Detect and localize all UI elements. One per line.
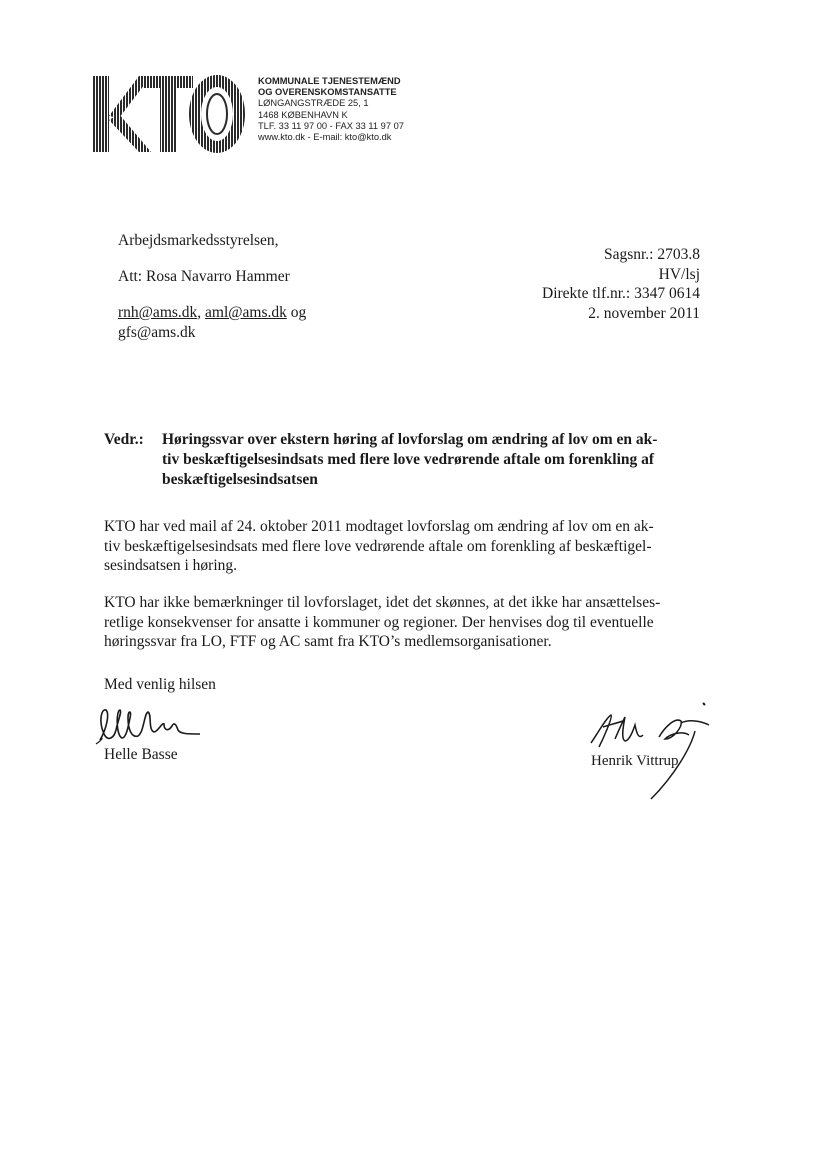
recipient-emails	[118, 303, 306, 323]
org-name-line2: OG OVERENSKOMSTANSATTE	[258, 87, 397, 98]
email-separator: ,	[197, 304, 202, 321]
para1-line1: KTO har ved mail af 24. oktober 2011 modtaget lovforslag om ændring af lov om en ak-	[104, 518, 654, 535]
direct-phone: Direkte tlf.nr.: 3347 0614	[542, 285, 700, 302]
email-conjunction: og	[290, 304, 307, 321]
reference-block	[542, 245, 700, 323]
para1-line3: sesindsatsen i høring.	[104, 557, 238, 574]
initials: HV/lsj	[658, 265, 700, 283]
signer-1-name: Helle Basse	[104, 746, 178, 763]
signature-henrik-vittrup	[585, 695, 725, 805]
email-link-aml[interactable]: aml@ams.dk	[205, 304, 287, 321]
para1-line2: tiv beskæftigelsesindsats med flere love vedrørende aftale om forenkling af beskæftigel-	[104, 537, 652, 555]
org-name-line1: KOMMUNALE TJENESTEMÆND	[258, 76, 401, 86]
recipient-organization: Arbejdsmarkedsstyrelsen,	[118, 232, 279, 249]
subject-line1: Høringssvar over ekstern høring af lovforslag om ændring af lov om en ak-	[162, 431, 658, 448]
subject-label: Vedr.:	[104, 431, 144, 448]
subject-line2: tiv beskæftigelsesindsats med flere love vedrørende aftale om forenkling af	[162, 451, 655, 468]
address-line1: LØNGANGSTRÆDE 25, 1	[258, 98, 369, 109]
body-paragraph-1	[104, 517, 694, 576]
email-gfs: gfs@ams.dk	[118, 324, 196, 341]
closing-greeting: Med venlig hilsen	[104, 676, 216, 693]
recipient-block	[118, 231, 306, 343]
web-email: www.kto.dk - E-mail: kto@kto.dk	[258, 132, 392, 143]
subject-line3: beskæftigelsesindsatsen	[162, 471, 318, 488]
case-number: Sagsnr.: 2703.8	[603, 246, 700, 263]
signature-helle-basse	[92, 700, 212, 750]
phone-fax: TLF. 33 11 97 00 - FAX 33 11 97 07	[258, 120, 404, 131]
address-line2: 1468 KØBENHAVN K	[258, 109, 348, 120]
subject-text	[162, 430, 692, 490]
letter-date: 2. november 2011	[588, 304, 700, 322]
email-link-rnh[interactable]: rnh@ams.dk	[118, 304, 198, 321]
recipient-attention: Att: Rosa Navarro Hammer	[118, 268, 290, 285]
letterhead-contact	[258, 76, 404, 143]
para2-line1: KTO har ikke bemærkninger til lovforslaget, idet det skønnes, at det ikke har ansættelses-	[104, 594, 661, 611]
body-paragraph-2	[104, 593, 694, 652]
para2-line2: retlige konsekvenser for ansatte i kommuner og regioner. Der henvises dog til eventuelle	[104, 613, 654, 631]
para2-line3: høringssvar fra LO, FTF og AC samt fra KTO’s medlemsorganisationer.	[104, 633, 552, 650]
signer-2-name: Henrik Vittrup	[591, 753, 679, 769]
kto-logo	[93, 70, 248, 156]
kto-logo-graphic	[93, 70, 248, 156]
